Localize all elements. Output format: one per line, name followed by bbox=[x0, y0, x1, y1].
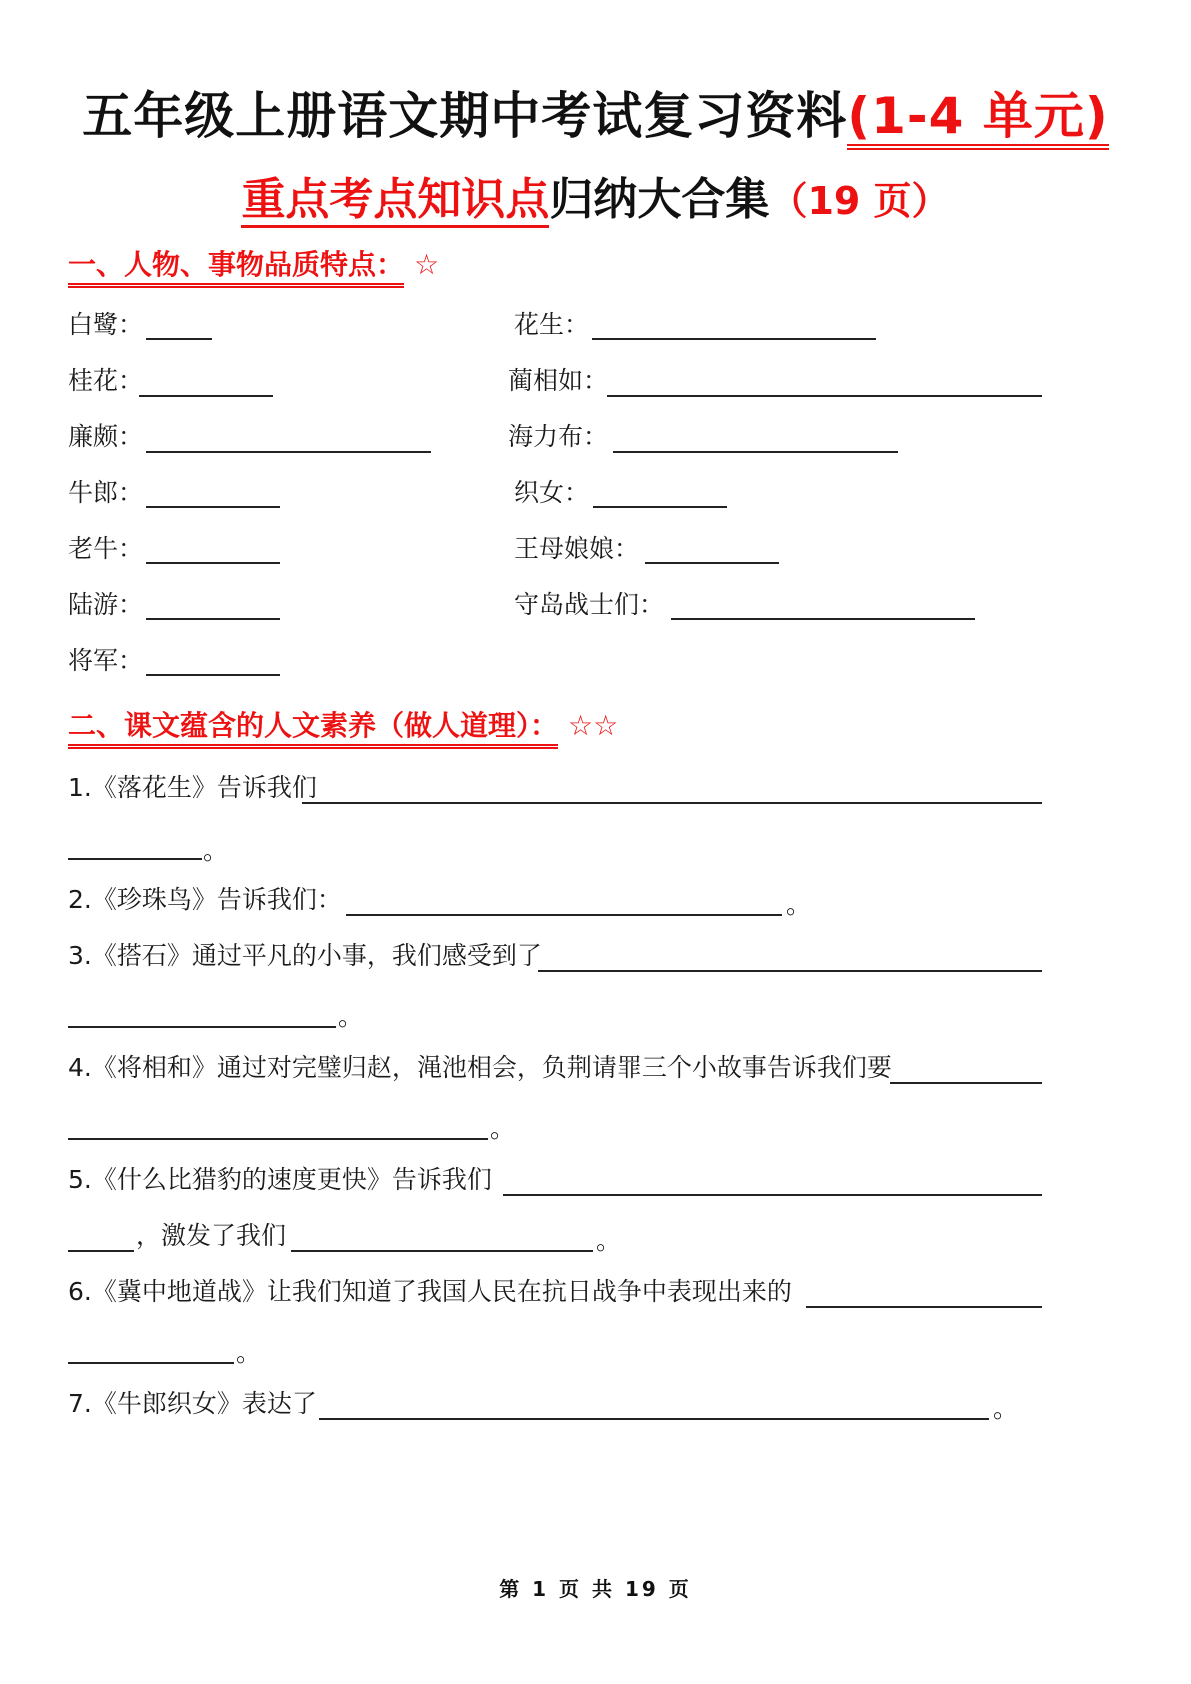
trait-label: 陆游： bbox=[68, 590, 144, 619]
trait-label: 将军： bbox=[68, 646, 144, 675]
trait-label: 蔺相如： bbox=[508, 366, 609, 395]
trait-label: 守岛战士们： bbox=[514, 590, 665, 619]
answer-blank[interactable] bbox=[68, 1362, 234, 1364]
period: 。 bbox=[993, 1394, 1019, 1423]
star-icon: ☆ bbox=[414, 248, 440, 281]
subtitle-page-count: （19 页） bbox=[769, 179, 950, 223]
answer-blank[interactable] bbox=[671, 618, 975, 620]
trait-label: 廉颇： bbox=[68, 422, 144, 451]
answer-blank[interactable] bbox=[68, 858, 202, 860]
answer-blank[interactable] bbox=[806, 1306, 1042, 1308]
subtitle-rest: 归纳大合集 bbox=[549, 174, 770, 225]
answer-blank[interactable] bbox=[146, 674, 280, 676]
answer-blank[interactable] bbox=[68, 1026, 336, 1028]
answer-blank[interactable] bbox=[346, 914, 782, 916]
trait-label: 牛郎： bbox=[68, 478, 144, 507]
answer-blank[interactable] bbox=[146, 506, 280, 508]
answer-blank[interactable] bbox=[302, 802, 1042, 804]
answer-blank[interactable] bbox=[291, 1250, 593, 1252]
period: 。 bbox=[786, 890, 812, 919]
answer-blank[interactable] bbox=[613, 451, 898, 453]
answer-blank[interactable] bbox=[146, 618, 280, 620]
question-text: 3.《搭石》通过平凡的小事，我们感受到了 bbox=[68, 941, 542, 970]
period: 。 bbox=[203, 836, 229, 865]
subtitle-highlight: 重点考点知识点 bbox=[241, 174, 549, 228]
document-title bbox=[0, 86, 1191, 150]
period: 。 bbox=[490, 1114, 516, 1143]
answer-blank[interactable] bbox=[146, 338, 212, 340]
answer-blank[interactable] bbox=[538, 970, 1042, 972]
answer-blank[interactable] bbox=[645, 562, 779, 564]
trait-label: 王母娘娘： bbox=[514, 534, 640, 563]
question-text-continued: ，激发了我们 bbox=[136, 1221, 287, 1250]
period: 。 bbox=[596, 1226, 622, 1255]
section-2-title: 二、课文蕴含的人文素养（做人道理）： bbox=[68, 709, 558, 749]
answer-blank[interactable] bbox=[146, 451, 431, 453]
question-text: 4.《将相和》通过对完璧归赵，渑池相会，负荆请罪三个小故事告诉我们要 bbox=[68, 1053, 892, 1082]
star-icon: ☆☆ bbox=[568, 709, 619, 742]
trait-label: 老牛： bbox=[68, 534, 144, 563]
period: 。 bbox=[338, 1002, 364, 1031]
question-text: 1.《落花生》告诉我们 bbox=[68, 773, 317, 802]
trait-label: 桂花： bbox=[68, 366, 144, 395]
trait-label: 花生： bbox=[514, 310, 590, 339]
trait-label: 白鹭： bbox=[68, 310, 144, 339]
question-text: 5.《什么比猎豹的速度更快》告诉我们 bbox=[68, 1165, 492, 1194]
answer-blank[interactable] bbox=[607, 395, 1042, 397]
answer-blank[interactable] bbox=[503, 1194, 1042, 1196]
answer-blank[interactable] bbox=[593, 506, 727, 508]
answer-blank[interactable] bbox=[68, 1250, 134, 1252]
title-main: 五年级上册语文期中考试复习资料 bbox=[82, 87, 848, 145]
document-subtitle bbox=[0, 172, 1191, 229]
section-1-title: 一、人物、事物品质特点： bbox=[68, 248, 404, 288]
period: 。 bbox=[236, 1338, 262, 1367]
trait-label: 海力布： bbox=[508, 422, 609, 451]
answer-blank[interactable] bbox=[68, 1138, 488, 1140]
section-2-heading bbox=[68, 708, 618, 744]
answer-blank[interactable] bbox=[139, 395, 273, 397]
answer-blank[interactable] bbox=[146, 562, 280, 564]
trait-label: 织女： bbox=[514, 478, 590, 507]
section-1-heading bbox=[68, 247, 439, 283]
answer-blank[interactable] bbox=[592, 338, 876, 340]
answer-blank[interactable] bbox=[319, 1418, 989, 1420]
question-text: 7.《牛郎织女》表达了 bbox=[68, 1389, 317, 1418]
page-indicator: 第 1 页 共 19 页 bbox=[499, 1577, 692, 1601]
answer-blank[interactable] bbox=[890, 1082, 1042, 1084]
question-text: 6.《冀中地道战》让我们知道了我国人民在抗日战争中表现出来的 bbox=[68, 1277, 792, 1306]
title-units: (1-4 单元) bbox=[847, 88, 1108, 150]
question-text: 2.《珍珠鸟》告诉我们： bbox=[68, 885, 342, 914]
